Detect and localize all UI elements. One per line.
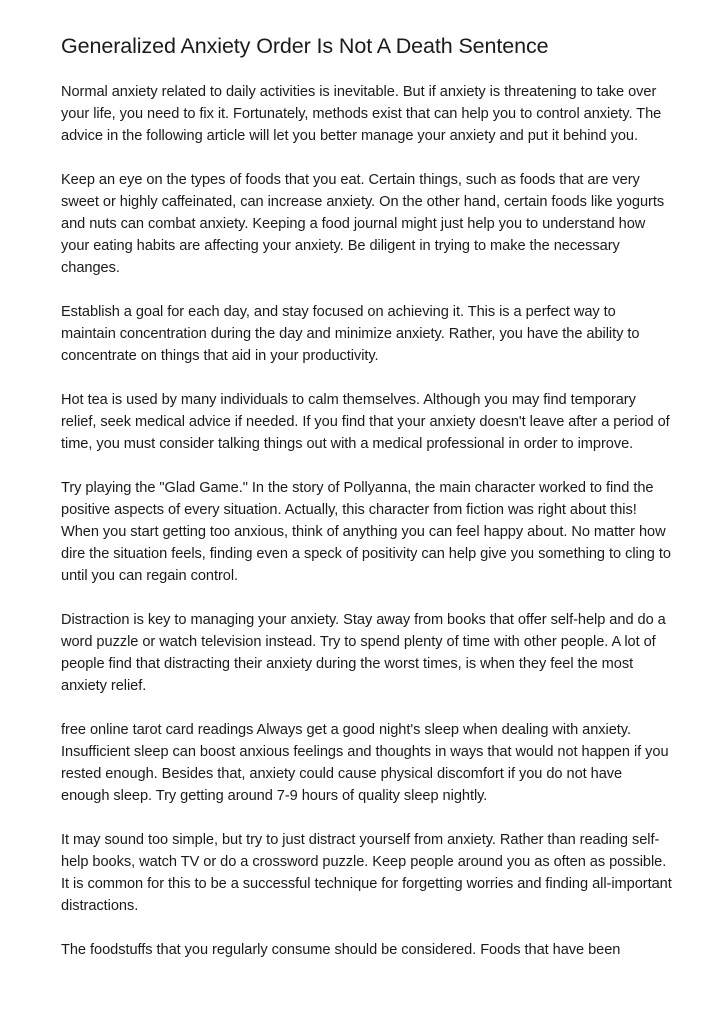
paragraph-distraction: Distraction is key to managing your anxiety. Stay away from books that offer self-help and do a word puzzle or watch television instead. Try to spend plenty of time with other people. A lot of people find that distracting their anxiety during the worst times, is when they feel the most anxiety relief. — [61, 612, 666, 694]
paragraph-intro: Normal anxiety related to daily activities is inevitable. But if anxiety is threatening to take over your life, you need to fix it. Fortunately, methods exist that can help you to control anxiety. The advice in the following article will let you better manage your anxiety and put it behind you. — [61, 84, 662, 144]
document-page — [61, 32, 673, 983]
paragraph-hot-tea: Hot tea is used by many individuals to calm themselves. Although you may find temporary relief, seek medical advice if needed. If you find that your anxiety doesn't leave after a period of time, you must consider talking things out with a medical professional in order to improve. — [61, 392, 670, 452]
paragraph-foodstuffs: The foodstuffs that you regularly consume should be considered. Foods that have been — [61, 942, 621, 958]
paragraph-foods: Keep an eye on the types of foods that you eat. Certain things, such as foods that are very sweet or highly caffeinated, can increase anxiety. On the other hand, certain foods like yogurts and nuts can combat anxiety. Keeping a food journal might just help you to understand how your eating habits are affecting your anxiety. Be diligent in trying to make the necessary changes. — [61, 172, 665, 276]
document-title: Generalized Anxiety Order Is Not A Death Sentence — [61, 34, 549, 58]
paragraph-sleep: free online tarot card readings Always get a good night's sleep when dealing with anxiety. Insufficient sleep can boost anxious feelings and thoughts in ways that would not happen if you rested enough. Besides that, anxiety could cause physical discomfort if you do not have enough sleep. Try getting around 7-9 hours of quality sleep nightly. — [61, 722, 669, 804]
paragraph-glad-game: Try playing the "Glad Game." In the story of Pollyanna, the main character worked to find the positive aspects of every situation. Actually, this character from fiction was right about this! When you start getting too anxious, think of anything you can feel happy about. No matter how dire the situation feels, finding even a speck of positivity can help give you something to cling to until you can regain control. — [61, 480, 671, 584]
paragraph-daily-goal: Establish a goal for each day, and stay focused on achieving it. This is a perfect way to maintain concentration during the day and minimize anxiety. Rather, you have the ability to concentrate on things that aid in your productivity. — [61, 304, 640, 364]
paragraph-distract-yourself: It may sound too simple, but try to just distract yourself from anxiety. Rather than reading self-help books, watch TV or do a crossword puzzle. Keep people around you as often as possible. It is common for this to be a successful technique for forgetting worries and finding all-important distractions. — [61, 832, 672, 914]
